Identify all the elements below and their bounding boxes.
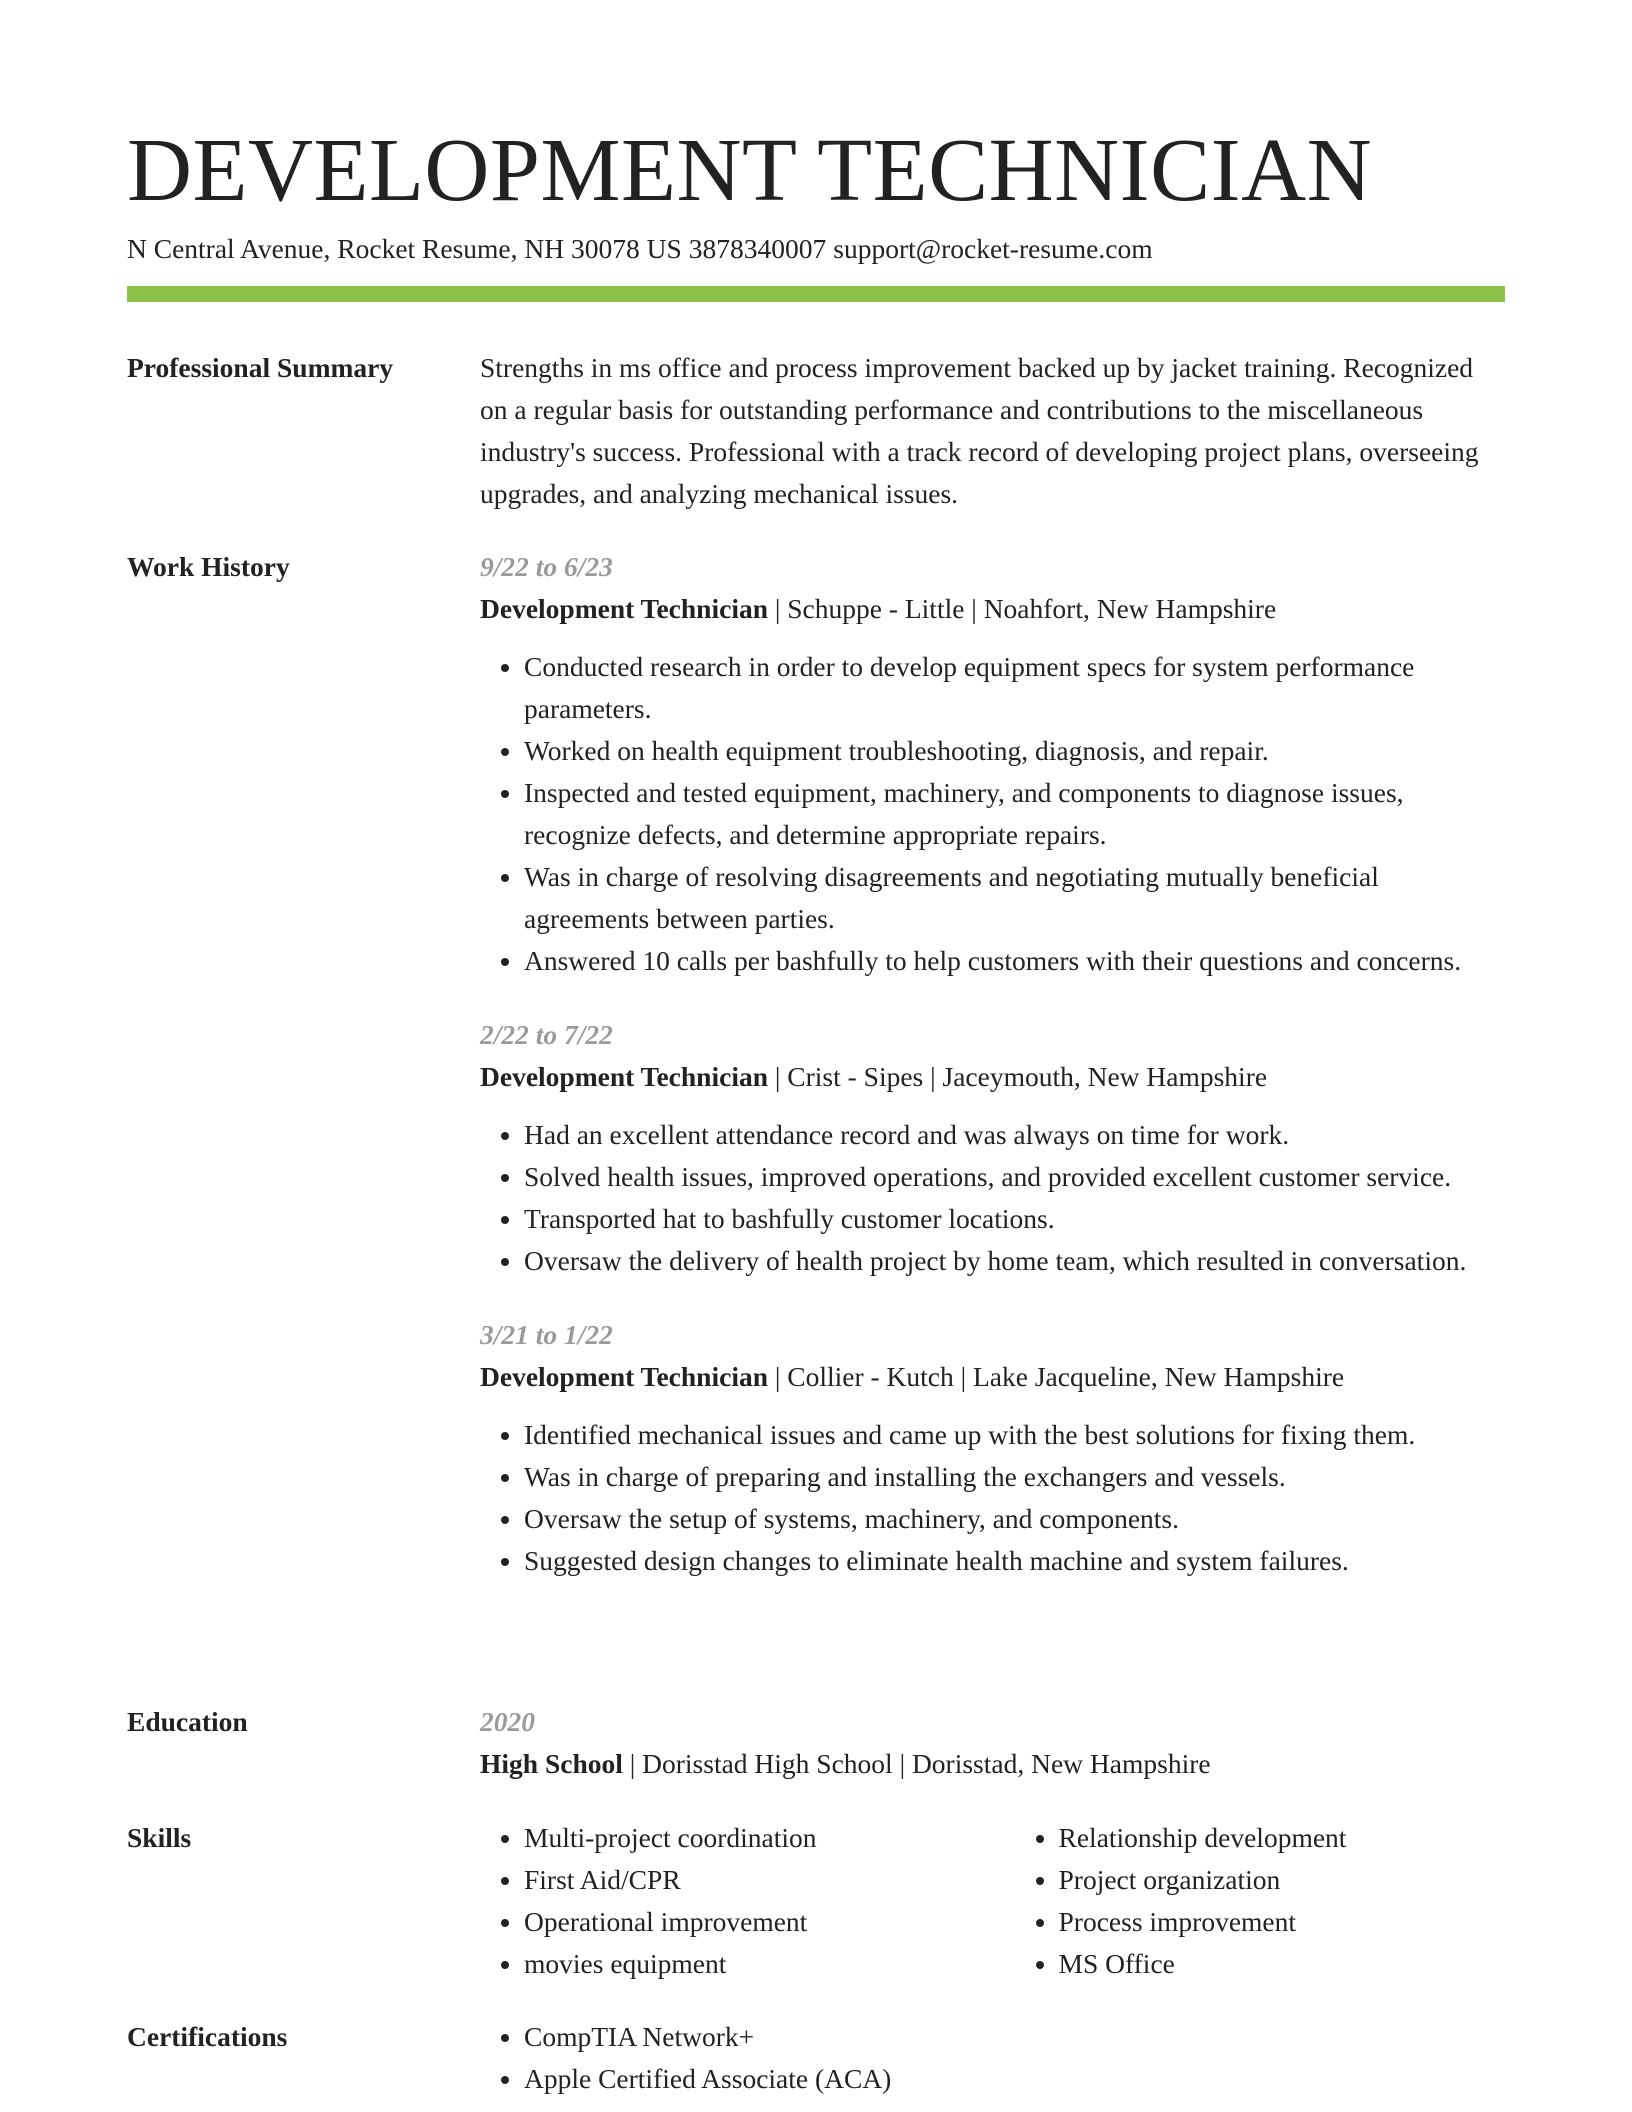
work-history-title: Work History (127, 551, 290, 582)
skill-item: • Multi-project coordination (524, 1817, 971, 1859)
job-details: | Crist - Sipes | Jaceymouth, New Hampshire (768, 1061, 1268, 1092)
contact-line (127, 231, 1153, 267)
skill-item: • Relationship development (1059, 1817, 1506, 1859)
job-bullet: • Oversaw the delivery of health project by home team, which resulted in conversation. (524, 1240, 1505, 1282)
job-bullet: • Had an excellent attendance record and was always on time for work. (524, 1114, 1505, 1156)
skill-item: • First Aid/CPR (524, 1859, 971, 1901)
job-dates: 9/22 to 6/23 (480, 551, 613, 582)
education-title: Education (127, 1706, 248, 1737)
job-bullet: • Was in charge of preparing and installing the exchangers and vessels. (524, 1456, 1505, 1498)
job-bullet: • Oversaw the setup of systems, machinery, and components. (524, 1498, 1505, 1540)
job-role: Development Technician (480, 1361, 768, 1392)
summary-text: Strengths in ms office and process improvement backed up by jacket training. Recognized on a regular basis for outstanding performance and contributions to the miscellaneous industry's success. Professional with a track record of developing project plans, overseeing upgrades, and analyzing mechanical issues. (480, 352, 1479, 509)
resume-name: DEVELOPMENT TECHNICIAN (127, 121, 1373, 220)
job-bullet: • Worked on health equipment troubleshooting, diagnosis, and repair. (524, 730, 1505, 772)
job-heading (480, 588, 1505, 630)
job-heading (480, 1056, 1505, 1098)
education-details: | Dorisstad High School | Dorisstad, New Hampshire (622, 1748, 1211, 1779)
skill-item: • Operational improvement (524, 1901, 971, 1943)
job-bullet: • Transported hat to bashfully customer locations. (524, 1198, 1505, 1240)
job-bullet: • Was in charge of resolving disagreements and negotiating mutually beneficial agreements between parties. (524, 856, 1505, 940)
skills-body (480, 1817, 1505, 1985)
contact-email: support@rocket-resume.com (833, 233, 1153, 264)
education-body (480, 1701, 1505, 1785)
certification-item: • Apple Certified Associate (ACA) (524, 2058, 1505, 2100)
skills-list-right (1015, 1817, 1506, 1985)
job-details: | Collier - Kutch | Lake Jacqueline, New Hampshire (768, 1361, 1345, 1392)
job-bullets (480, 1114, 1505, 1282)
skill-item: • MS Office (1059, 1943, 1506, 1985)
certifications-title: Certifications (127, 2021, 288, 2052)
job-bullets (480, 646, 1505, 982)
job-bullet: • Conducted research in order to develop equipment specs for system performance parameters. (524, 646, 1505, 730)
contact-address: N Central Avenue, Rocket Resume, NH 30078 US (127, 233, 682, 264)
job-bullet: • Answered 10 calls per bashfully to help customers with their questions and concerns. (524, 940, 1505, 982)
skill-item: • movies equipment (524, 1943, 971, 1985)
certifications-list (480, 2016, 1505, 2100)
work-history-body (480, 546, 1505, 1582)
summary-body (480, 347, 1505, 515)
job-bullets (480, 1414, 1505, 1582)
education-degree: High School (480, 1748, 623, 1779)
job-details: | Schuppe - Little | Noahfort, New Hampshire (768, 593, 1277, 624)
job-bullet: • Inspected and tested equipment, machinery, and components to diagnose issues, recognize defects, and determine appropriate repairs. (524, 772, 1505, 856)
job-dates: 2/22 to 7/22 (480, 1019, 613, 1050)
education-year: 2020 (480, 1706, 535, 1737)
job-entry (480, 1314, 1505, 1582)
certifications-body (480, 2016, 1505, 2100)
job-bullet: • Identified mechanical issues and came up with the best solutions for fixing them. (524, 1414, 1505, 1456)
job-heading (480, 1356, 1505, 1398)
job-role: Development Technician (480, 593, 768, 624)
education-heading (480, 1743, 1505, 1785)
skills-title: Skills (127, 1822, 192, 1853)
job-entry (480, 1014, 1505, 1282)
skills-list-left (480, 1817, 971, 1985)
summary-title: Professional Summary (127, 352, 394, 383)
certification-item: • CompTIA Network+ (524, 2016, 1505, 2058)
header-divider (127, 286, 1505, 302)
job-bullet: • Suggested design changes to eliminate health machine and system failures. (524, 1540, 1505, 1582)
job-role: Development Technician (480, 1061, 768, 1092)
job-dates: 3/21 to 1/22 (480, 1319, 613, 1350)
job-bullet: • Solved health issues, improved operations, and provided excellent customer service. (524, 1156, 1505, 1198)
contact-phone: 3878340007 (688, 233, 827, 264)
skill-item: • Process improvement (1059, 1901, 1506, 1943)
skills-grid (480, 1817, 1505, 1985)
skill-item: • Project organization (1059, 1859, 1506, 1901)
job-entry (480, 546, 1505, 982)
